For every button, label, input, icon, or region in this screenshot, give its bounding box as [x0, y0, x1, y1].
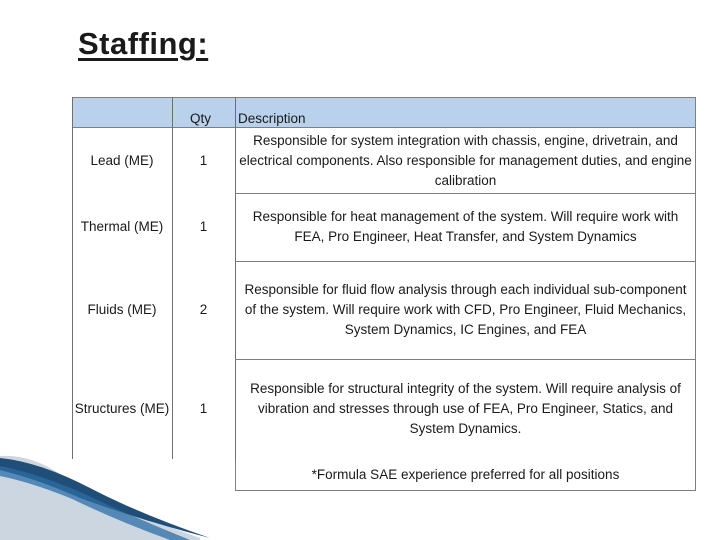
table-footnote: *Formula SAE experience preferred for all positions — [235, 459, 696, 491]
role-cell: Structures (ME) — [74, 401, 170, 416]
qty-cell: 1 — [199, 401, 208, 416]
description-cell: Responsible for fluid flow analysis through each individual sub-component of the system. Will require work with CFD, Pro Engineer, Fluid Mechanics, System Dynamics, IC Engines, and FEA — [244, 282, 687, 337]
description-cell: Responsible for heat management of the system. Will require work with FEA, Pro Engineer, Heat Transfer, and System Dynamics — [252, 209, 679, 244]
role-cell: Fluids (ME) — [87, 302, 157, 317]
role-cell: Lead (ME) — [90, 152, 154, 168]
staffing-table — [72, 97, 696, 459]
description-header: Description — [238, 111, 306, 126]
qty-cell: 1 — [199, 219, 208, 234]
page-title: Staffing: — [78, 26, 209, 61]
qty-cell: 2 — [199, 302, 208, 317]
qty-cell: 1 — [199, 152, 208, 168]
table-header-row — [72, 97, 696, 128]
decorative-swoosh — [0, 440, 720, 540]
description-cell: Responsible for system integration with chassis, engine, drivetrain, and electrical components. Also responsible for management duties, and engine calibration — [239, 132, 692, 188]
role-cell: Thermal (ME) — [80, 219, 164, 234]
qty-header: Qty — [190, 111, 212, 126]
description-cell: Responsible for structural integrity of the system. Will require analysis of vibration and stresses through use of FEA, Pro Engineer, Statics, and System Dynamics. — [250, 381, 681, 436]
